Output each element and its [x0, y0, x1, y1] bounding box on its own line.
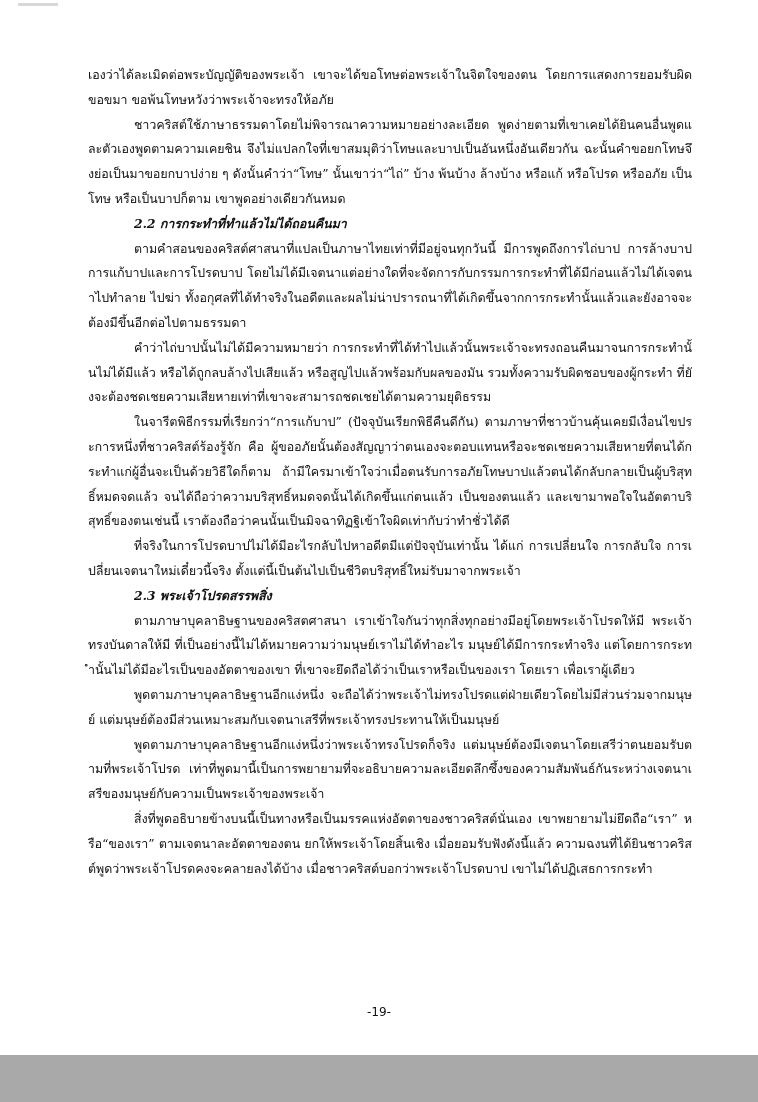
- scan-artifact: [18, 3, 58, 6]
- paragraph-2: ชาวคริสต์ใช้ภาษาธรรมดาโดยไม่พิจารณาความหมายอย่างละเอียด พูดง่ายตามที่เขาเคยได้ยินคนอื่นพูดและตัวเองพูดตามความเคยชิน จึงไม่แปลกใจที่เขาสมมุติว่าโทษและบาปเป็นอันหนึ่งอันเดียวกัน ฉะนั้นคำขอยกโทษจึงย่อเป็นมาขอยกบาปง่าย ๆ ดังนั้นคำว่า“โทษ” นั้นเขาว่า“ไถ่” บ้าง พ้นบ้าง ล้างบ้าง หรือแก้ หรือโปรด หรืออภัย เป็นโทษ หรือเป็นบาปก็ตาม เขาพูดอย่างเดียวกันหมด: [88, 116, 692, 206]
- paragraph-7: ตามภาษาบุคลาธิษฐานของคริสตศาสนา เราเข้าใจกันว่าทุกสิ่งทุกอย่างมีอยู่โดยพระเจ้าโปรดให้มี พระเจ้าทรงบันดาลให้มี ที่เป็นอย่างนี้ไม่ได้หมายความว่ามนุษย์เราไม่ได้ทำอะไร มนุษย์ได้มีการกระทำจริง แต่โดยการกระทำนั้นไม่ได้มีอะไรเป็นของอัตตาของเขา ที่เขาจะยึดถือได้ว่าเป็นเราหรือเป็นของเรา โดยเรา เพื่อเราผู้เดียว: [88, 612, 692, 678]
- section-heading-2-2: 2.2 การกระทำที่ทำแล้วไม่ได้ถอนคืนมา: [134, 215, 347, 231]
- paragraph-10: สิ่งที่พูดอธิบายข้างบนนี้เป็นทางหรือเป็นมรรคแห่งอัตตาของชาวคริสต์นั่นเอง เขาพยายามไม่ยึดถือ“เรา” หรือ“ของเรา” ตามเจตนาละอัตตาของตน ยกให้พระเจ้าโดยสิ้นเชิง เมื่อยอมรับฟังดังนี้แล้ว ความฉงนที่ได้ยินชาวคริสต์พูดว่าพระเจ้าโปรดคงจะคลายลงได้บ้าง เมื่อชาวคริสต์บอกว่าพระเจ้าโปรดบาป เขาไม่ได้ปฏิเสธการกระทำ: [88, 810, 692, 876]
- page-number: -19-: [367, 1005, 391, 1019]
- body-text: [88, 63, 692, 881]
- paragraph-8: พูดตามภาษาบุคลาธิษฐานอีกแง่หนึ่ง จะถือได้ว่าพระเจ้าไม่ทรงโปรดแต่ฝ่ายเดียวโดยไม่มีส่วนร่วมจากมนุษย์ แต่มนุษย์ต้องมีส่วนเหมาะสมกับเจตนาเสรีที่พระเจ้าทรงประทานให้เป็นมนุษย์: [88, 686, 692, 727]
- paragraph-4: คำว่าไถ่บาปนั้นไม่ได้มีความหมายว่า การกระทำที่ได้ทำไปแล้วนั้นพระเจ้าจะทรงถอนคืนมาจนการกระทำนั้นไม่ได้มีแล้ว หรือได้ถูกลบล้างไปเสียแล้ว หรือสูญไปแล้วพร้อมกับผลของมัน รวมทั้งความรับผิดชอบของผู้กระทำ ที่ยังจะต้องชดเชยความเสียหายเท่าที่เขาจะสามารถชดเชยได้ตามความยุติธรรม: [88, 339, 692, 405]
- paragraph-6: ที่จริงในการโปรดบาปไม่ได้มีอะไรกลับไปหาอดีตมีแต่ปัจจุบันเท่านั้น ได้แก่ การเปลี่ยนใจ การกลับใจ การเปลี่ยนเจตนาใหม่เดี๋ยวนี้จริง ตั้งแต่นี้เป็นต้นไปเป็นชีวิตบริสุทธิ์ใหม่รับมาจากพระเจ้า: [88, 538, 692, 578]
- paragraph-9: พูดตามภาษาบุคลาธิษฐานอีกแง่หนึ่งว่าพระเจ้าทรงโปรดก็จริง แต่มนุษย์ต้องมีเจตนาโดยเสรีว่าตนยอมรับตามที่พระเจ้าโปรด เท่าที่พูดมานี้เป็นการพยายามที่จะอธิบายความละเอียดลึกซึ้งของความสัมพันธ์กันระหว่างเจตนาเสรีของมนุษย์กับความเป็นพระเจ้าของพระเจ้า: [88, 736, 692, 802]
- paragraph-3: ตามคำสอนของคริสต์ศาสนาที่แปลเป็นภาษาไทยเท่าที่มีอยู่จนทุกวันนี้ มีการพูดถึงการไถ่บาป การล้างบาป การแก้บาปและการโปรดบาป โดยไม่ได้มีเจตนาแต่อย่างใดที่จะจัดการกับกรรมการกระทำที่ได้มีก่อนแล้วไม่ได้เจตนาไปทำลาย ไปฆ่า ทั้งอกุศลที่ได้ทำจริงในอดีตและผลไม่น่าปรารถนาที่ได้เกิดขึ้นจากการกระทำนั้นแล้วและยังอาจจะต้องมีขึ้นอีกต่อไปตามธรรมดา: [88, 240, 692, 330]
- paragraph-5: ในจารีตพิธีกรรมที่เรียกว่า“การแก้บาป” (ปัจจุบันเรียกพิธีคืนดีกัน) ตามภาษาที่ชาวบ้านคุ้นเคยมีเงื่อนไขประการหนึ่งที่ชาวคริสต์ร้องรู้จัก คือ ผู้ขออภัยนั้นต้องสัญญาว่าตนเองจะตอบแทนหรือจะชดเชยความเสียหายที่ตนได้กระทำแก่ผู้อื่นจะเป็นด้วยวิธีใดก็ตาม ถ้ามีใครมาเข้าใจว่าเมื่อตนรับการอภัยโทษบาปแล้วตนได้กลับกลายเป็นผู้บริสุทธิ์หมดจดแล้ว จนได้ถือว่าความบริสุทธิ์หมดจดนั้นได้เกิดขึ้นแก่ตนแล้ว เป็นของตนแล้ว และเขามาพอใจในอัตตาบริสุทธิ์ของตนเช่นนี้ เราต้องถือว่าคนนั้นเป็นมิจฉาทิฏฐิเข้าใจผิดเท่ากับว่าทำชั่วได้ดี: [88, 414, 692, 529]
- paragraph-1: เองว่าได้ละเมิดต่อพระบัญญัติของพระเจ้า เขาจะได้ขอโทษต่อพระเจ้าในจิตใจของตน โดยการแสดงการยอมรับผิด ขอขมา ขอพ้นโทษหวังว่าพระเจ้าจะทรงให้อภัย: [88, 67, 692, 107]
- section-heading-2-3: 2.3 พระเจ้าโปรดสรรพสิ่ง: [134, 587, 272, 603]
